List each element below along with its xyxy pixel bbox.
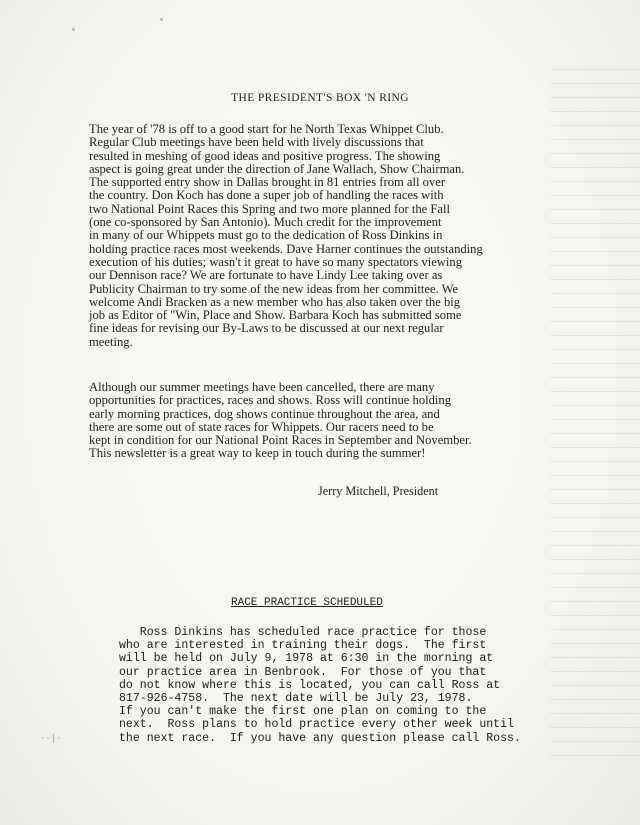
article-paragraph-2 — [89, 381, 589, 461]
text-line: welcome Andi Bracken as a new member who has also taken over the big — [89, 294, 461, 309]
text-line: our practice area in Benbrook. For those of you that — [119, 665, 487, 679]
text-line: the next race. If you have any question please call Ross. — [119, 731, 521, 745]
article-paragraph-1 — [89, 123, 589, 349]
margin-mark: ··|· — [40, 734, 62, 744]
text-line: resulted in meshing of good ideas and positive progress. The showing — [89, 148, 441, 163]
text-line: in many of our Whippets must go to the dedication of Ross Dinkins in — [89, 228, 443, 243]
text-line: This newsletter is a great way to keep in touch during the summer! — [89, 446, 426, 461]
text-line: Regular Club meetings have been held with lively discussions that — [89, 135, 424, 150]
text-line: next. Ross plans to hold practice every other week until — [119, 718, 514, 732]
article-race-practice-body — [119, 626, 569, 745]
text-line: 817-926-4758. The next date will be July 23, 1978. — [119, 692, 473, 706]
text-line: do not know where this is located, you can call Ross at — [119, 678, 501, 692]
text-line: If you can't make the first one plan on coming to the — [119, 705, 487, 719]
paper-speck — [72, 28, 75, 31]
text-line: holding practice races most weekends. Dave Harner continues the outstanding — [89, 241, 483, 256]
text-line: Ross Dinkins has scheduled race practice for those — [119, 626, 487, 639]
text-line: fine ideas for revising our By-Laws to be discussed at our next regular — [89, 321, 444, 336]
text-line: who are interested in training their dogs. The first — [119, 639, 487, 653]
text-line: The year of '78 is off to a good start for he North Texas Whippet Club. — [89, 122, 444, 136]
article-title-race-practice: RACE PRACTICE SCHEDULED — [231, 597, 383, 609]
text-line: will be held on July 9, 1978 at 6:30 in the morning at — [119, 652, 494, 666]
text-line: Although our summer meetings have been cancelled, there are many — [89, 380, 435, 394]
text-line: early morning practices, dog shows continue throughout the area, and — [89, 406, 440, 421]
text-line: execution of his duties; wasn't it great to have so many spectators viewing — [89, 254, 462, 269]
signature: Jerry Mitchell, President — [318, 484, 439, 498]
text-line: the country. Don Koch has done a super job of handling the races with — [89, 188, 444, 203]
text-line: opportunities for practices, races and shows. Ross will continue holding — [89, 393, 452, 408]
text-line: (one co-sponsored by San Antonio). Much credit for the improvement — [89, 215, 442, 230]
text-line: aspect is going great under the direction of Jane Wallach, Show Chairman. — [89, 161, 465, 176]
text-line: job as Editor of "Win, Place and Show. Barbara Koch has submitted some — [89, 308, 462, 323]
text-line: Publicity Chairman to try some of the new ideas from her committee. We — [89, 281, 459, 296]
text-line: two National Point Races this Spring and two more planned for the Fall — [89, 201, 450, 216]
text-line: The supported entry show in Dallas brought in 81 entries from all over — [89, 175, 446, 190]
text-line: kept in condition for our National Point Races in September and November. — [89, 433, 472, 448]
paper-speck — [160, 18, 163, 21]
text-line: there are some out of state races for Whippets. Our racers need to be — [89, 419, 434, 434]
text-line: our Dennison race? We are fortunate to have Lindy Lee taking over as — [89, 268, 443, 283]
article-title-presidents-box: THE PRESIDENT'S BOX 'N RING — [231, 92, 409, 104]
text-line: meeting. — [89, 334, 133, 349]
